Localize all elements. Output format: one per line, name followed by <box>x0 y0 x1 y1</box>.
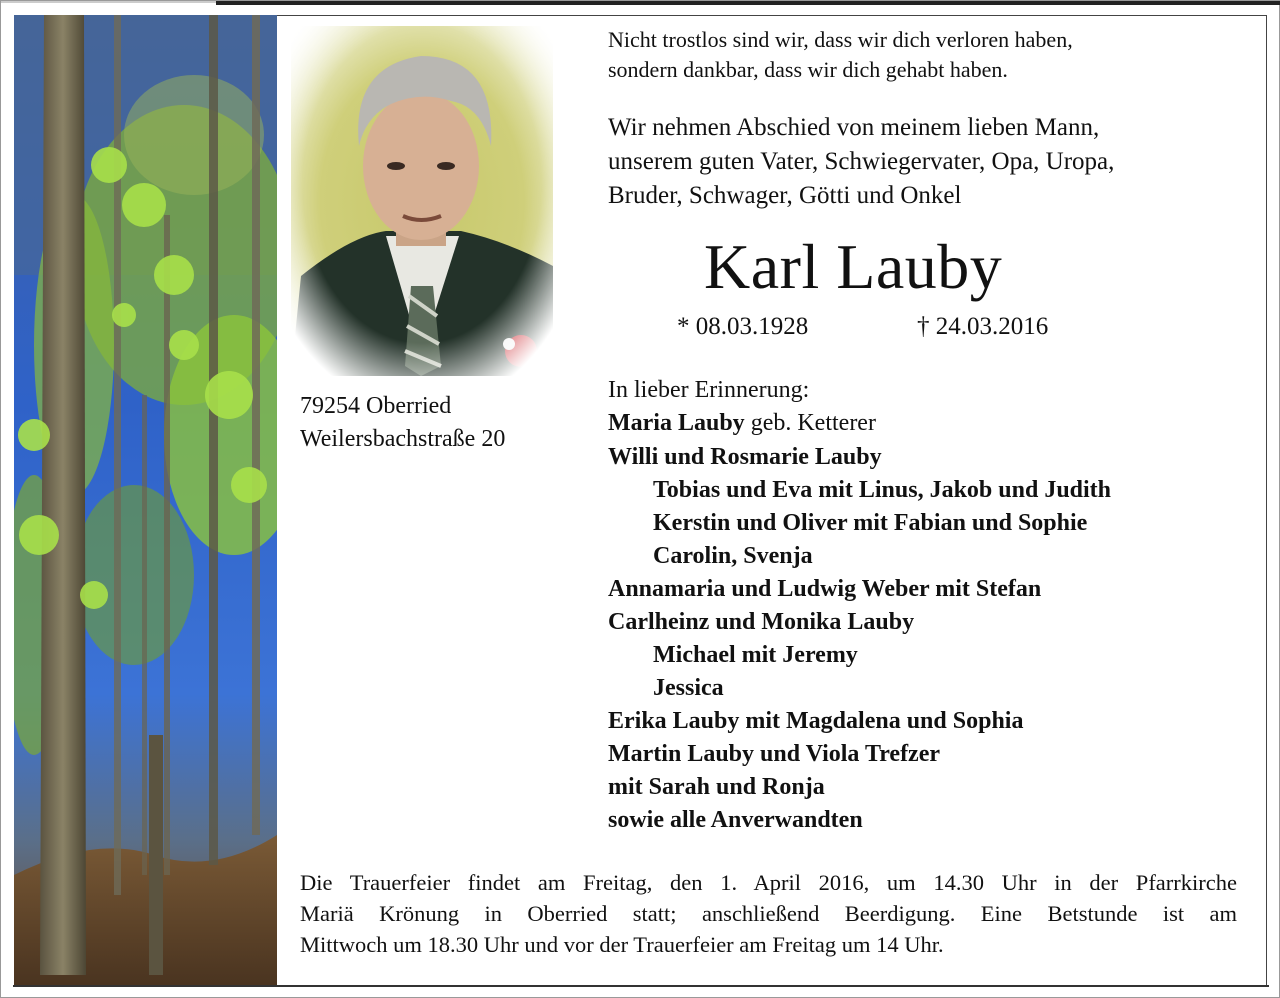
deceased-name: Karl Lauby <box>704 231 1003 302</box>
quote-line-1: Nicht trostlos sind wir, dass wir dich verloren haben, <box>608 27 1073 52</box>
mourner-row: Annamaria und Ludwig Weber mit Stefan <box>608 576 1042 602</box>
quote-line-2: sondern dankbar, dass wir dich gehabt haben. <box>608 57 1008 82</box>
mourners-heading: In lieber Erinnerung: <box>608 377 810 403</box>
funeral-line-1: Die Trauerfeier findet am Freitag, den 1. April 2016, um 14.30 Uhr in der Pfarrkirche <box>300 870 1237 895</box>
portrait-photo <box>291 26 553 376</box>
mourner-row: Jessica <box>653 675 724 701</box>
birth-date: * 08.03.1928 <box>677 313 809 340</box>
mourner-row: Carolin, Svenja <box>653 543 813 569</box>
mourner-row: Kerstin und Oliver mit Fabian und Sophie <box>653 510 1088 536</box>
mourner-row: mit Sarah und Ronja <box>608 774 825 800</box>
mourner-widow <box>608 407 876 440</box>
address-line-1: 79254 Oberried <box>300 393 452 419</box>
mourner-widow-maiden: geb. Ketterer <box>744 410 876 436</box>
funeral-info <box>300 867 1237 960</box>
mourner-row: sowie alle Anverwandten <box>608 807 863 833</box>
funeral-line-2: Mariä Krönung in Oberried statt; anschließend Beerdigung. Eine Betstunde ist am <box>300 901 1237 926</box>
intro-line-2: unserem guten Vater, Schwiegervater, Opa, Uropa, <box>608 148 1115 175</box>
forest-photo <box>14 15 277 985</box>
mourner-row: Michael mit Jeremy <box>653 642 858 668</box>
top-rule <box>216 1 1280 5</box>
mourner-row: Carlheinz und Monika Lauby <box>608 609 915 635</box>
top-rule-left <box>1 1 216 3</box>
bottom-rule <box>13 985 1269 987</box>
intro-line-1: Wir nehmen Abschied von meinem lieben Mann, <box>608 114 1100 141</box>
funeral-line-3: Mittwoch um 18.30 Uhr und vor der Trauerfeier am Freitag um 14 Uhr. <box>300 932 944 957</box>
mourner-row: Martin Lauby und Viola Trefzer <box>608 741 941 767</box>
death-date: † 24.03.2016 <box>917 313 1049 340</box>
mourner-row: Willi und Rosmarie Lauby <box>608 444 882 470</box>
intro-line-3: Bruder, Schwager, Götti und Onkel <box>608 182 962 209</box>
mourner-row: Tobias und Eva mit Linus, Jakob und Judith <box>653 477 1112 503</box>
address-line-2: Weilersbachstraße 20 <box>300 426 506 452</box>
mourner-row: Erika Lauby mit Magdalena und Sophia <box>608 708 1024 734</box>
mourner-widow-name: Maria Lauby <box>608 410 745 436</box>
